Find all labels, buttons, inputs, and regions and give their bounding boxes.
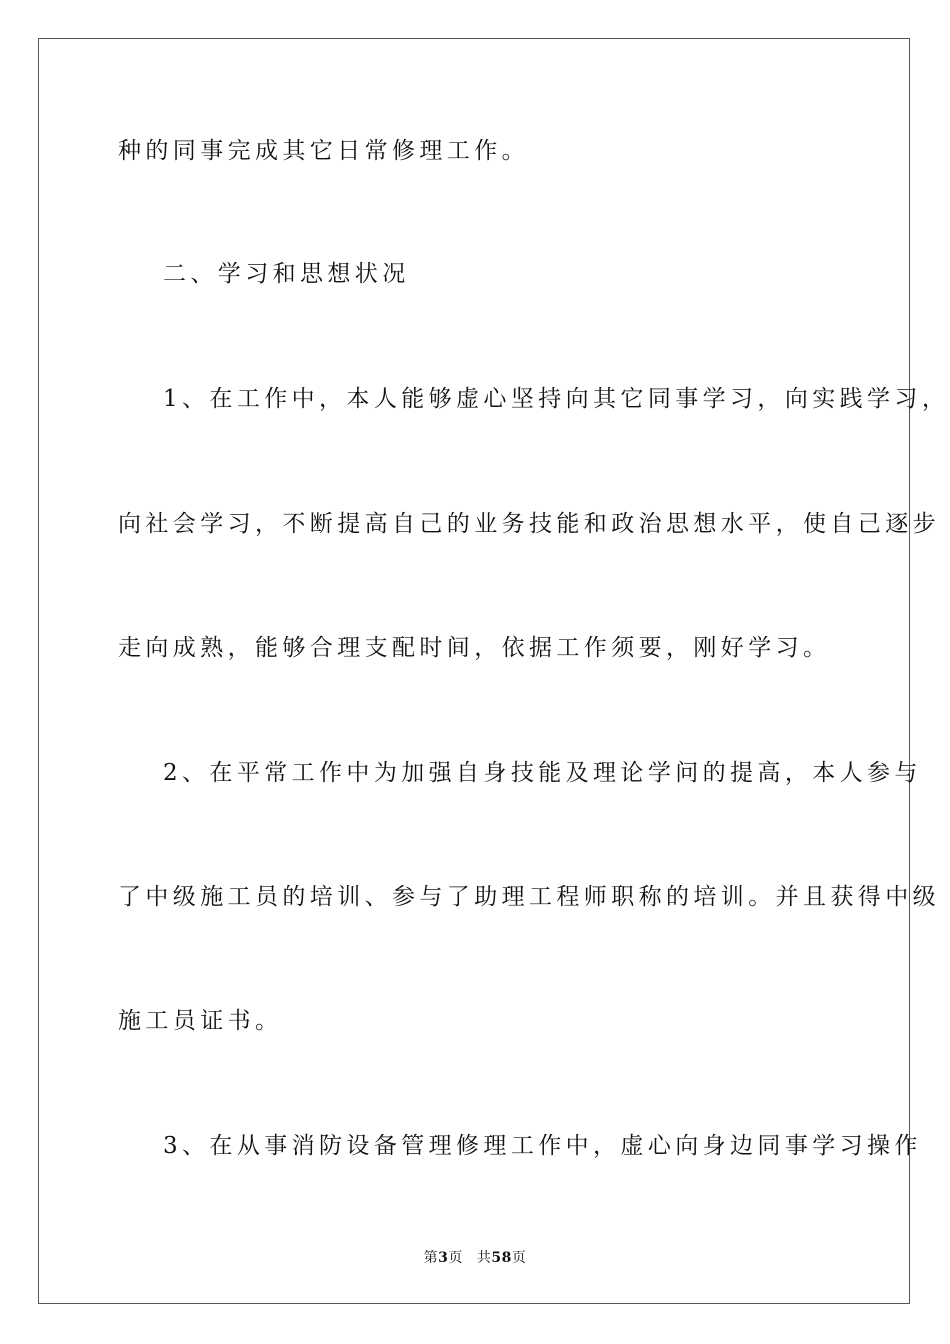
footer-total-prefix: 共 [476,1250,492,1266]
footer-page-prefix: 第 [423,1250,439,1266]
body-line-5: 走向成熟，能够合理支配时间，依据工作须要，刚好学习。 [118,635,831,661]
section-heading: 二、学习和思想状况 [163,261,410,287]
body-line-8: 施工员证书。 [118,1008,283,1034]
page-frame [38,38,910,1304]
body-line-1: 种的同事完成其它日常修理工作。 [118,138,529,164]
body-line-9: 3、在从事消防设备管理修理工作中，虚心向身边同事学习操作 [163,1133,922,1159]
body-line-4: 向社会学习，不断提高自己的业务技能和政治思想水平，使自己逐步 [118,511,940,537]
footer-total-number: 58 [491,1250,512,1266]
footer-total-suffix: 页 [511,1250,527,1266]
footer-page-number: 3 [438,1250,449,1266]
body-line-6: 2、在平常工作中为加强自身技能及理论学问的提高，本人参与 [163,760,922,786]
page-footer [0,1248,950,1268]
footer-page-suffix: 页 [448,1250,463,1266]
body-line-3: 1、在工作中，本人能够虚心坚持向其它同事学习，向实践学习， [163,386,950,412]
body-line-7: 了中级施工员的培训、参与了助理工程师职称的培训。并且获得中级 [118,884,940,910]
